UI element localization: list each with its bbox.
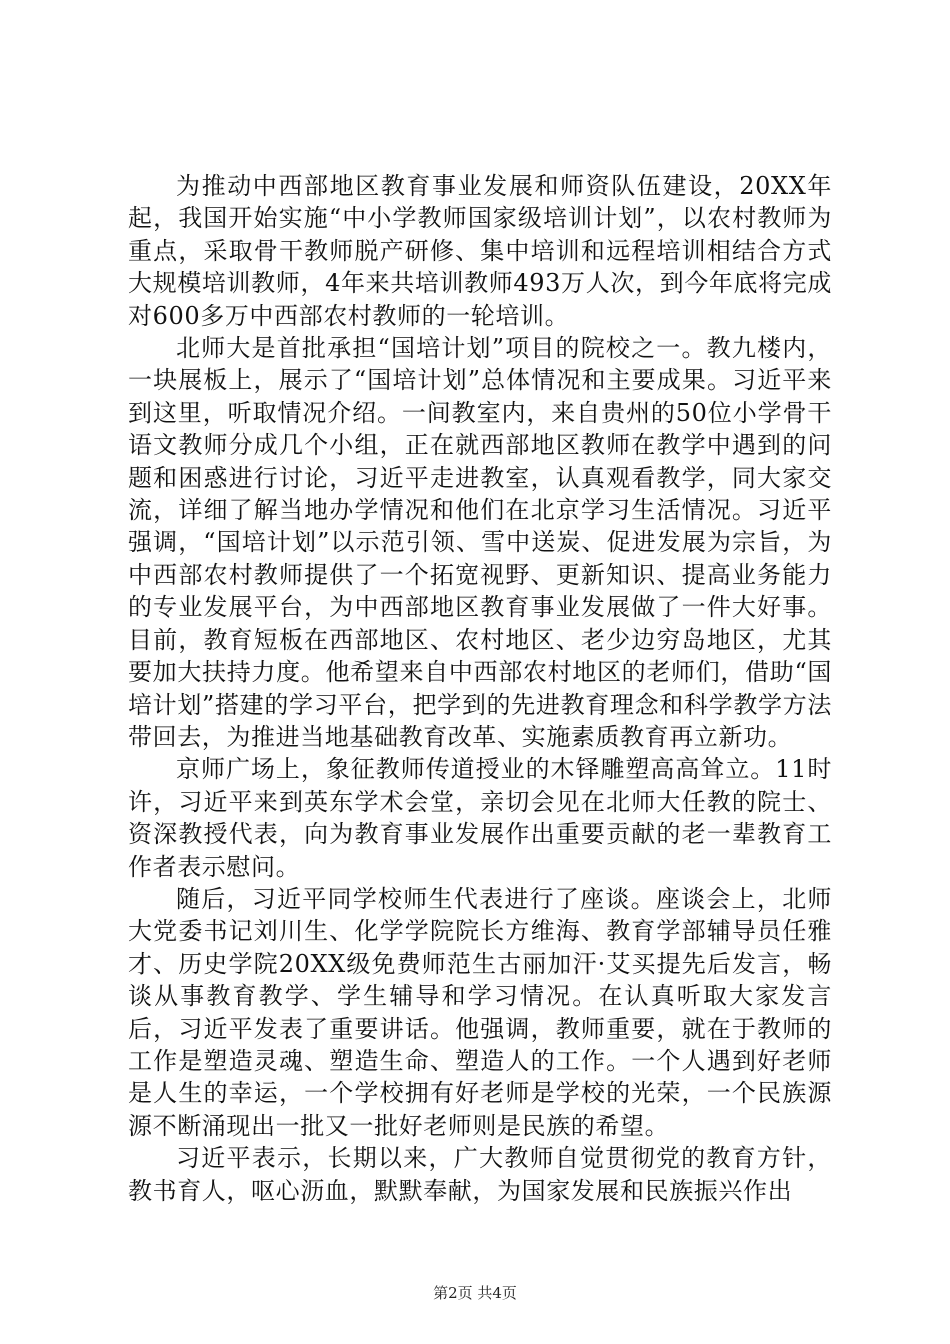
- paragraph-5: 习近平表示，长期以来，广大教师自觉贯彻党的教育方针，教书育人，呕心沥血，默默奉献，为国家发展和民族振兴作出: [128, 1144, 832, 1205]
- paragraph-2: 北师大是首批承担“国培计划”项目的院校之一。教九楼内，一块展板上，展示了“国培计划”总体情况和主要成果。习近平来到这里，听取情况介绍。一间教室内，来自贵州的50位小学骨干语文教师分成几个小组，正在就西部地区教师在教学中遇到的问题和困惑进行讨论，习近平走进教室，认真观看教学，同大家交流，详细了解当地办学情况和他们在北京学习生活情况。习近平强调，“国培计划”以示范引领、雪中送炭、促进发展为宗旨，为中西部农村教师提供了一个拓宽视野、更新知识、提高业务能力的专业发展平台，为中西部地区教育事业发展做了一件大好事。目前，教育短板在西部地区、农村地区、老少边穷岛地区，尤其要加大扶持力度。他希望来自中西部农村地区的老师们，借助“国培计划”搭建的学习平台，把学到的先进教育理念和科学教学方法带回去，为推进当地基础教育改革、实施素质教育再立新功。: [128, 334, 832, 751]
- paragraph-1: 为推动中西部地区教育事业发展和师资队伍建设，20XX年起，我国开始实施“中小学教师国家级培训计划”，以农村教师为重点，采取骨干教师脱产研修、集中培训和远程培训相结合方式大规模培训教师，4年来共培训教师493万人次，到今年底将完成对600多万中西部农村教师的一轮培训。: [128, 172, 832, 330]
- paragraph-3: 京师广场上，象征教师传道授业的木铎雕塑高高耸立。11时许，习近平来到英东学术会堂，亲切会见在北师大任教的院士、资深教授代表，向为教育事业发展作出重要贡献的老一辈教育工作者表示慰问。: [128, 755, 832, 881]
- document-body: [128, 170, 832, 1207]
- page-footer: 第2页 共4页: [433, 1284, 517, 1302]
- paragraph-4: 随后，习近平同学校师生代表进行了座谈。座谈会上，北师大党委书记刘川生、化学学院院长方维海、教育学部辅导员任雅才、历史学院20XX级免费师范生古丽加汗·艾买提先后发言，畅谈从事教育教学、学生辅导和学习情况。在认真听取大家发言后，习近平发表了重要讲话。他强调，教师重要，就在于教师的工作是塑造灵魂、塑造生命、塑造人的工作。一个人遇到好老师是人生的幸运，一个学校拥有好老师是学校的光荣，一个民族源源不断涌现出一批又一批好老师则是民族的希望。: [128, 884, 832, 1140]
